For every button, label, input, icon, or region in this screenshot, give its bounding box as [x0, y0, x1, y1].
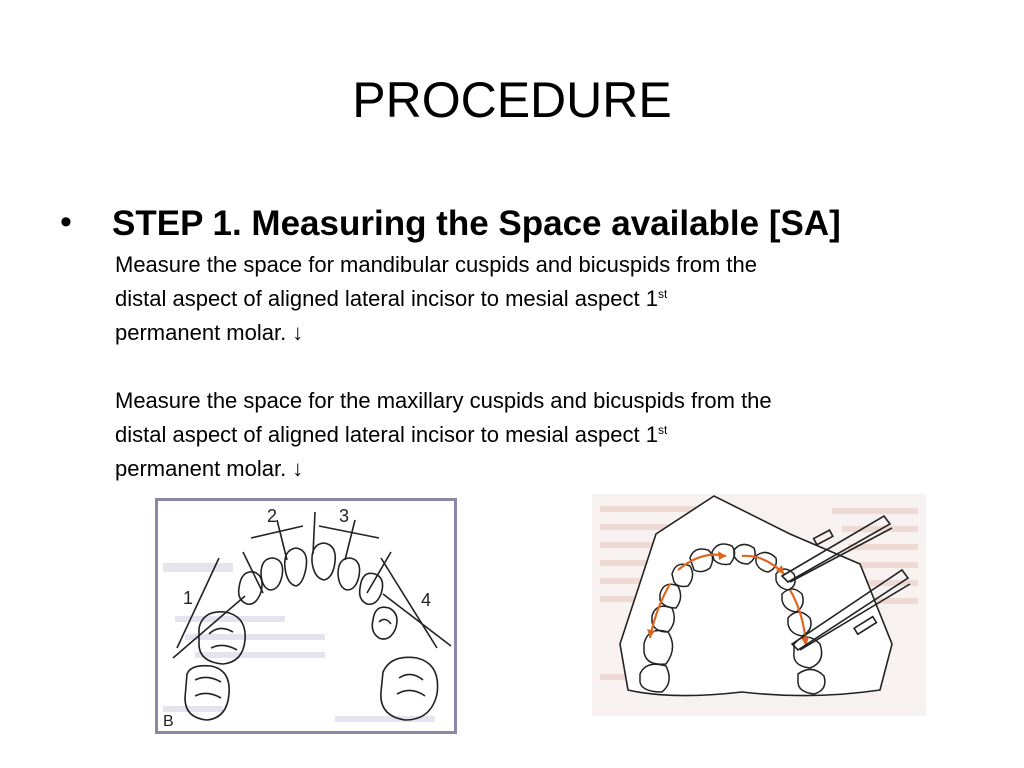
ordinal-superscript: st [657, 287, 668, 301]
slide-title: PROCEDURE [352, 72, 672, 128]
paragraph-text: distal aspect of aligned lateral incisor to mesial aspect 1 [115, 422, 658, 447]
label-4: 4 [421, 590, 432, 610]
mandibular-paragraph [115, 248, 915, 350]
paragraph-line: Measure the space for the maxillary cuspids and bicuspids from the [115, 388, 772, 413]
paragraph-line [115, 282, 915, 316]
paragraph-line [115, 418, 915, 452]
paragraph-line: Measure the space for mandibular cuspids and bicuspids from the [115, 252, 758, 277]
maxillary-arch-diagram [592, 494, 926, 716]
mandibular-arch-diagram [155, 498, 457, 734]
ordinal-superscript: st [657, 423, 668, 437]
paragraph-line: permanent molar. ↓ [115, 320, 304, 345]
label-1: 1 [183, 588, 194, 608]
label-3: 3 [339, 506, 350, 526]
bullet-dot: • [60, 203, 72, 241]
paragraph-text: distal aspect of aligned lateral incisor to mesial aspect 1 [115, 286, 658, 311]
paragraph-line: permanent molar. ↓ [115, 456, 304, 481]
panel-letter: B [163, 713, 174, 730]
label-2: 2 [267, 506, 278, 526]
maxillary-paragraph [115, 384, 915, 486]
step-heading: STEP 1. Measuring the Space available [SA] [112, 204, 841, 243]
